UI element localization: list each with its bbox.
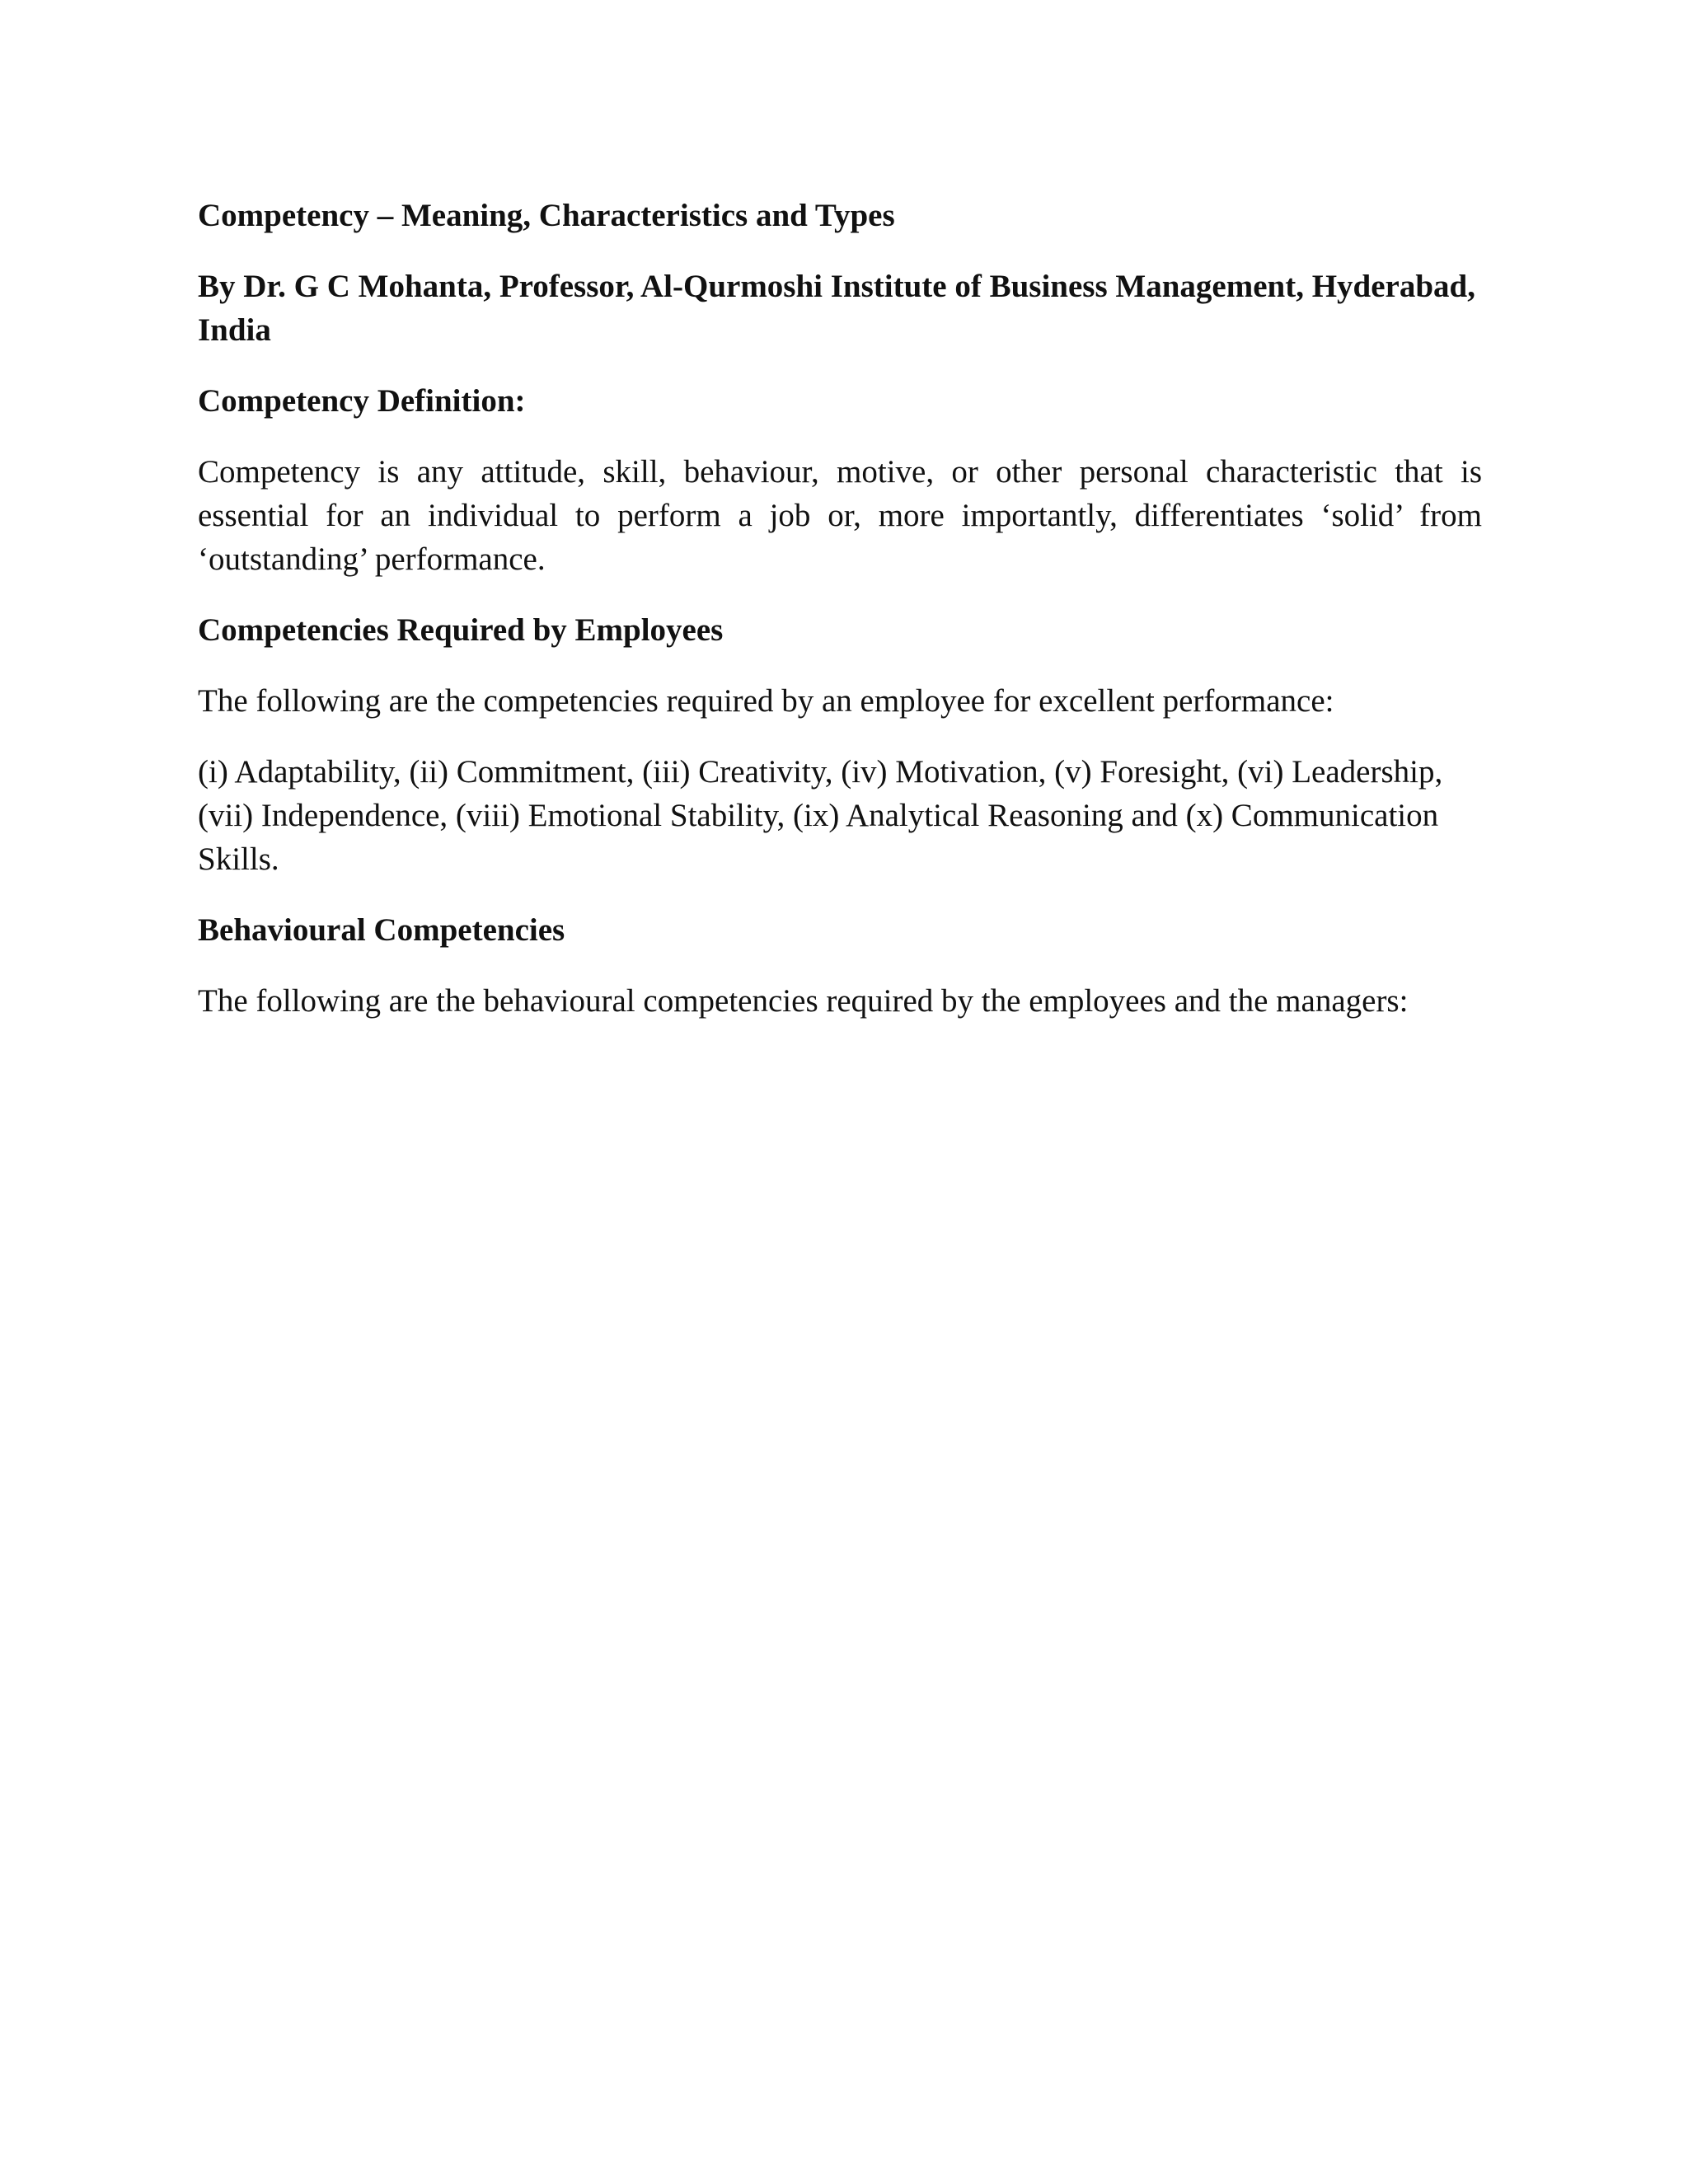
- section-paragraph-list: (i) Adaptability, (ii) Commitment, (iii) Creativity, (iv) Motivation, (v) Foresight, (vi) Leadership, (vii) Independence, (viii) Emotional Stability, (ix) Analytical Reasoning and (x) Communication Skills.: [198, 754, 1443, 877]
- section-paragraph-definition: Competency is any attitude, skill, behaviour, motive, or other personal characteristic that is essential for an individual to perform a job or, more importantly, differentiates ‘solid’ from ‘outstanding’ performance.: [198, 454, 1482, 577]
- document-title: Competency – Meaning, Characteristics and Types: [198, 198, 895, 233]
- section-paragraph-behavioural: The following are the behavioural competencies required by the employees and the managers:: [198, 983, 1409, 1019]
- section-paragraph-intro: The following are the competencies required by an employee for excellent performance:: [198, 683, 1334, 719]
- section-heading-definition: Competency Definition:: [198, 383, 526, 419]
- section-heading-required-competencies: Competencies Required by Employees: [198, 612, 724, 648]
- document-content: [198, 194, 1482, 1050]
- document-byline: By Dr. G C Mohanta, Professor, Al-Qurmoshi Institute of Business Management, Hyderabad, India: [198, 269, 1475, 348]
- section-heading-behavioural: Behavioural Competencies: [198, 912, 565, 948]
